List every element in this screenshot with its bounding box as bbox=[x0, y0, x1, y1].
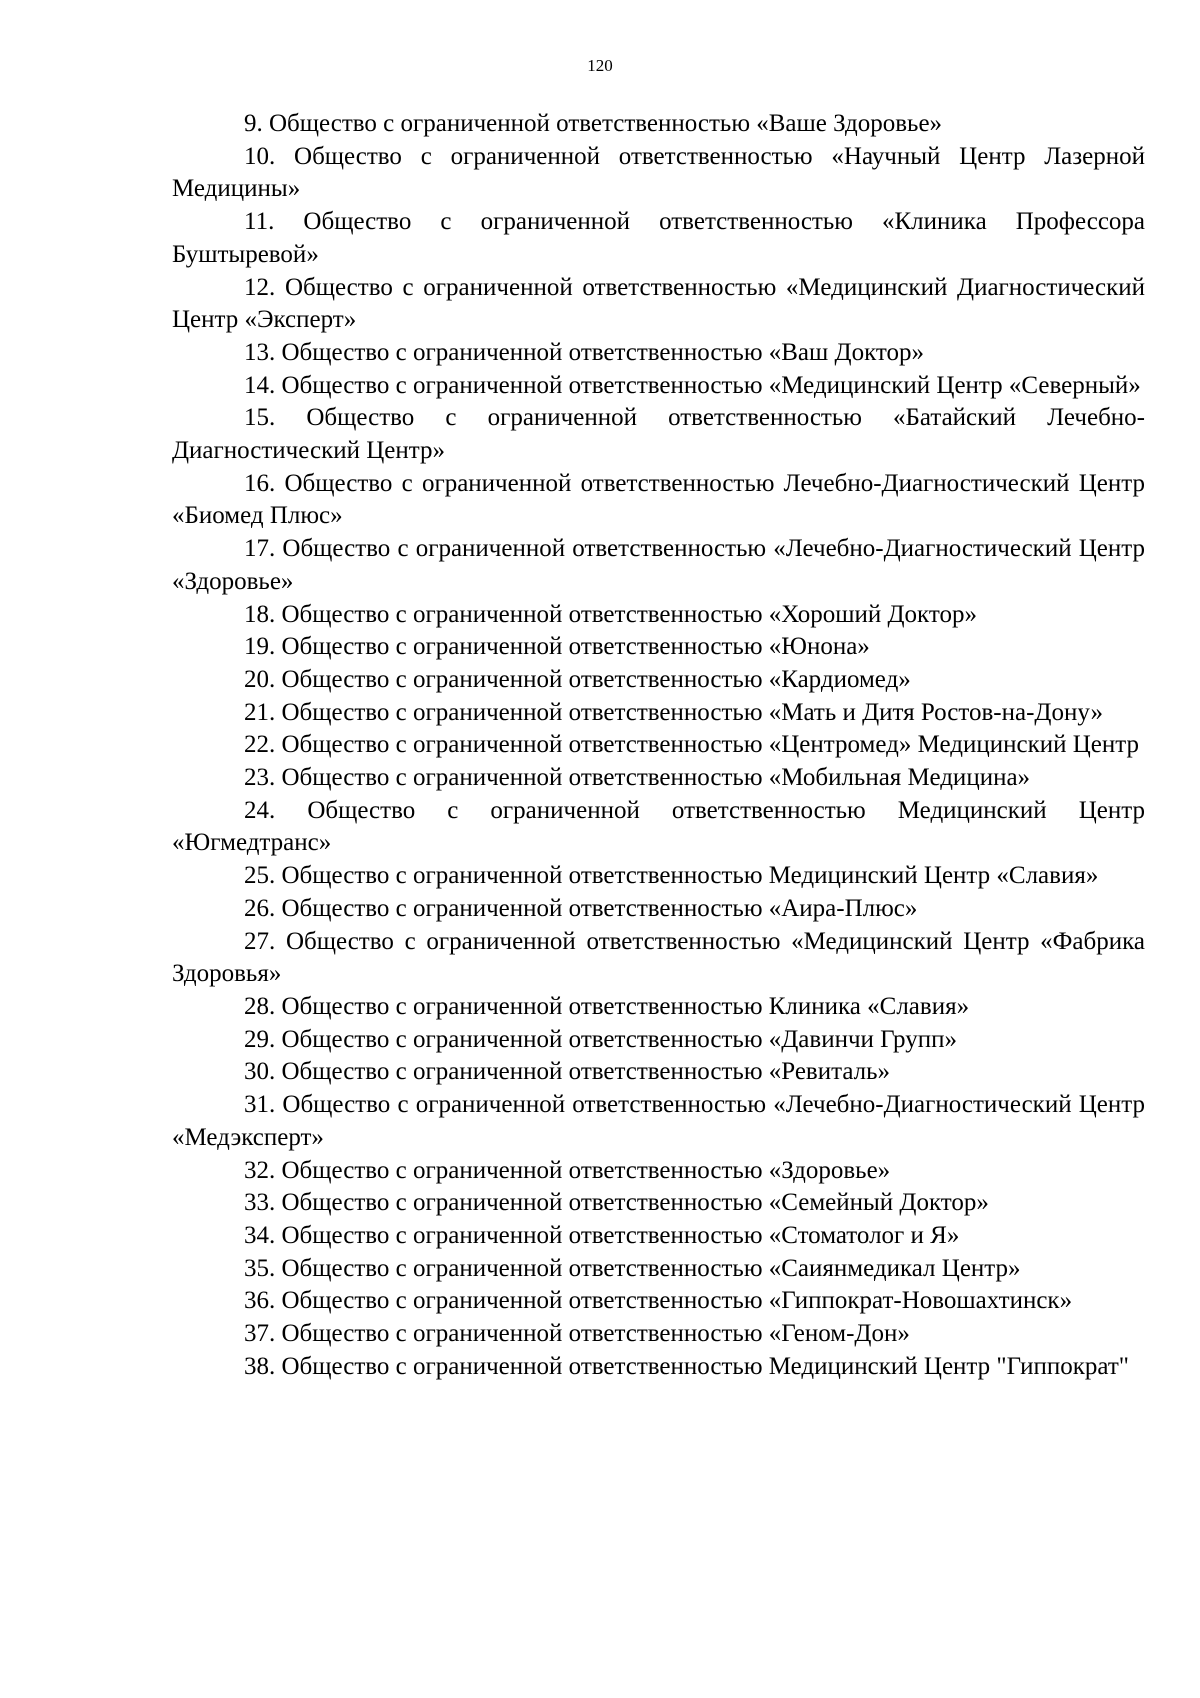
item-number: 34. bbox=[244, 1221, 276, 1249]
item-number: 18. bbox=[244, 600, 276, 628]
item-text: Общество с ограниченной ответственностью «Юнона» bbox=[281, 633, 870, 661]
item-text: Общество с ограниченной ответственностью «Ревиталь» bbox=[281, 1058, 891, 1086]
item-text: Общество с ограниченной ответственностью «Хороший Доктор» bbox=[281, 600, 977, 628]
item-text: Общество с ограниченной ответственностью Медицинский Центр "Гиппократ" bbox=[281, 1352, 1129, 1380]
list-item bbox=[172, 1089, 1145, 1154]
item-text: Общество с ограниченной ответственностью «Ваш Доктор» bbox=[281, 338, 924, 366]
item-number: 21. bbox=[244, 698, 276, 726]
item-text: Общество с ограниченной ответственностью «Давинчи Групп» bbox=[281, 1025, 957, 1053]
list-item bbox=[172, 1155, 1145, 1188]
list-item bbox=[172, 991, 1145, 1024]
item-text: Общество с ограниченной ответственностью Клиника «Славия» bbox=[281, 992, 970, 1020]
list-item bbox=[172, 1056, 1145, 1089]
item-number: 33. bbox=[244, 1189, 276, 1217]
list-item bbox=[172, 1187, 1145, 1220]
list-item bbox=[172, 206, 1145, 271]
item-number: 14. bbox=[244, 371, 276, 399]
item-text: Общество с ограниченной ответственностью «Научный Центр Лазерной Медицины» bbox=[172, 142, 1145, 203]
item-number: 23. bbox=[244, 764, 276, 792]
list-item bbox=[172, 697, 1145, 730]
list-item bbox=[172, 795, 1145, 860]
list-item bbox=[172, 1220, 1145, 1253]
item-number: 22. bbox=[244, 731, 276, 759]
item-text: Общество с ограниченной ответственностью «Мать и Дитя Ростов-на-Дону» bbox=[281, 698, 1103, 726]
item-number: 27. bbox=[244, 927, 276, 955]
item-number: 30. bbox=[244, 1058, 276, 1086]
list-item bbox=[172, 599, 1145, 632]
list-item bbox=[172, 893, 1145, 926]
item-text: Общество с ограниченной ответственностью «Медицинский Диагностический Центр «Эксперт» bbox=[172, 273, 1145, 334]
item-text: Общество с ограниченной ответственностью «Медицинский Центр «Фабрика Здоровья» bbox=[172, 927, 1145, 988]
item-text: Общество с ограниченной ответственностью «Саиянмедикал Центр» bbox=[281, 1254, 1021, 1282]
list-item bbox=[172, 1318, 1145, 1351]
list-item bbox=[172, 272, 1145, 337]
list-item bbox=[172, 402, 1145, 467]
item-text: Общество с ограниченной ответственностью «Лечебно-Диагностический Центр «Здоровье» bbox=[172, 535, 1145, 595]
item-text: Общество с ограниченной ответственностью «Семейный Доктор» bbox=[281, 1189, 989, 1217]
list-item bbox=[172, 664, 1145, 697]
list-item bbox=[172, 926, 1145, 991]
item-number: 20. bbox=[244, 665, 276, 693]
item-number: 31. bbox=[244, 1091, 276, 1119]
list-item bbox=[172, 762, 1145, 795]
item-text: Общество с ограниченной ответственностью «Мобильная Медицина» bbox=[281, 764, 1031, 792]
organization-list bbox=[172, 108, 1145, 1383]
item-number: 26. bbox=[244, 894, 276, 922]
item-number: 12. bbox=[244, 273, 276, 301]
page-number: 120 bbox=[587, 56, 613, 75]
list-item bbox=[172, 860, 1145, 893]
item-number: 19. bbox=[244, 633, 276, 661]
item-number: 13. bbox=[244, 338, 276, 366]
list-item bbox=[172, 337, 1145, 370]
item-number: 17. bbox=[244, 535, 276, 563]
item-number: 36. bbox=[244, 1287, 276, 1315]
item-text: Общество с ограниченной ответственностью «Ваше Здоровье» bbox=[269, 110, 943, 137]
item-text: Общество с ограниченной ответственностью «Клиника Профессора Буштыревой» bbox=[172, 208, 1146, 268]
list-item bbox=[172, 108, 1145, 141]
list-item bbox=[172, 1253, 1145, 1286]
list-item bbox=[172, 1285, 1145, 1318]
item-number: 29. bbox=[244, 1025, 276, 1053]
list-item bbox=[172, 631, 1145, 664]
item-text: Общество с ограниченной ответственностью «Стоматолог и Я» bbox=[281, 1221, 960, 1249]
item-text: Общество с ограниченной ответственностью «Медицинский Центр «Северный» bbox=[281, 371, 1141, 399]
list-item bbox=[172, 1024, 1145, 1057]
list-item bbox=[172, 729, 1145, 762]
item-text: Общество с ограниченной ответственностью Лечебно-Диагностический Центр «Биомед Плюс» bbox=[172, 469, 1145, 530]
item-text: Общество с ограниченной ответственностью «Геном-Дон» bbox=[281, 1320, 910, 1348]
list-item bbox=[172, 468, 1145, 533]
item-number: 15. bbox=[244, 404, 276, 432]
item-text: Общество с ограниченной ответственностью «Батайский Лечебно-Диагностический Центр» bbox=[172, 404, 1145, 465]
item-number: 24. bbox=[244, 796, 276, 824]
item-text: Общество с ограниченной ответственностью «Лечебно-Диагностический Центр «Медэксперт» bbox=[172, 1091, 1145, 1151]
list-item bbox=[172, 141, 1145, 206]
item-number: 10. bbox=[244, 142, 276, 170]
item-number: 37. bbox=[244, 1320, 276, 1348]
item-number: 9. bbox=[244, 110, 263, 137]
item-number: 35. bbox=[244, 1254, 276, 1282]
item-number: 11. bbox=[244, 208, 275, 236]
item-text: Общество с ограниченной ответственностью «Кардиомед» bbox=[281, 665, 911, 693]
item-text: Общество с ограниченной ответственностью «Центромед» Медицинский Центр bbox=[281, 731, 1139, 759]
item-text: Общество с ограниченной ответственностью «Аира-Плюс» bbox=[281, 894, 918, 922]
list-item bbox=[172, 1351, 1145, 1384]
item-text: Общество с ограниченной ответственностью «Гиппократ-Новошахтинск» bbox=[281, 1287, 1073, 1315]
list-item bbox=[172, 370, 1145, 403]
item-text: Общество с ограниченной ответственностью Медицинский Центр «Славия» bbox=[281, 862, 1099, 890]
list-item bbox=[172, 533, 1145, 598]
item-number: 38. bbox=[244, 1352, 276, 1380]
item-text: Общество с ограниченной ответственностью Медицинский Центр «Югмедтранс» bbox=[172, 796, 1146, 857]
item-number: 32. bbox=[244, 1156, 276, 1184]
item-number: 25. bbox=[244, 862, 276, 890]
item-text: Общество с ограниченной ответственностью «Здоровье» bbox=[281, 1156, 891, 1184]
item-number: 16. bbox=[244, 469, 276, 497]
item-number: 28. bbox=[244, 992, 276, 1020]
